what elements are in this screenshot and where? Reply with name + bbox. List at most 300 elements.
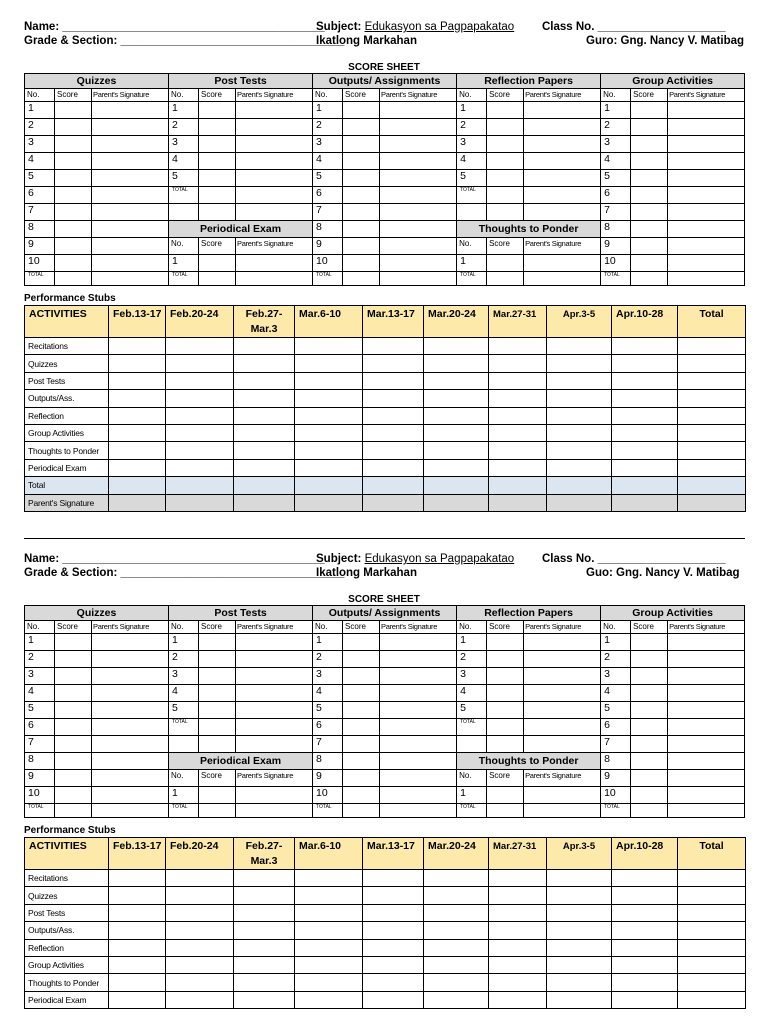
total-score-cell[interactable] (631, 272, 668, 286)
performance-score-cell[interactable] (489, 494, 547, 511)
performance-score-cell[interactable] (166, 904, 234, 921)
signature-cell[interactable] (524, 634, 601, 651)
performance-score-cell[interactable] (612, 922, 678, 939)
signature-cell[interactable] (92, 136, 169, 153)
signature-cell[interactable] (92, 719, 169, 736)
performance-score-cell[interactable] (166, 442, 234, 459)
score-cell[interactable] (55, 255, 92, 272)
performance-score-cell[interactable] (547, 494, 612, 511)
performance-score-cell[interactable] (612, 870, 678, 887)
signature-cell[interactable] (668, 255, 745, 272)
signature-cell[interactable] (380, 187, 457, 204)
performance-score-cell[interactable] (424, 355, 489, 372)
performance-score-cell[interactable] (678, 477, 746, 494)
signature-cell[interactable] (668, 787, 745, 804)
performance-score-cell[interactable] (295, 407, 363, 424)
performance-score-cell[interactable] (612, 355, 678, 372)
signature-cell[interactable] (236, 668, 313, 685)
performance-score-cell[interactable] (678, 887, 746, 904)
signature-cell[interactable] (92, 255, 169, 272)
performance-score-cell[interactable] (363, 390, 424, 407)
score-cell[interactable] (343, 787, 380, 804)
performance-score-cell[interactable] (547, 407, 612, 424)
signature-cell[interactable] (236, 272, 313, 286)
score-cell[interactable] (631, 736, 668, 753)
score-cell[interactable] (631, 770, 668, 787)
performance-score-cell[interactable] (489, 477, 547, 494)
score-cell[interactable] (487, 787, 524, 804)
performance-score-cell[interactable] (295, 494, 363, 511)
performance-score-cell[interactable] (234, 870, 295, 887)
score-cell[interactable] (487, 153, 524, 170)
performance-score-cell[interactable] (547, 991, 612, 1008)
score-cell[interactable] (487, 119, 524, 136)
performance-score-cell[interactable] (612, 459, 678, 476)
score-cell[interactable] (343, 204, 380, 221)
performance-score-cell[interactable] (489, 991, 547, 1008)
performance-score-cell[interactable] (363, 870, 424, 887)
signature-cell[interactable] (236, 787, 313, 804)
score-cell[interactable] (343, 136, 380, 153)
performance-score-cell[interactable] (109, 477, 166, 494)
score-cell[interactable] (55, 753, 92, 770)
score-cell[interactable] (631, 668, 668, 685)
performance-score-cell[interactable] (166, 338, 234, 355)
performance-score-cell[interactable] (678, 407, 746, 424)
score-cell[interactable] (631, 255, 668, 272)
performance-score-cell[interactable] (612, 338, 678, 355)
score-cell[interactable] (487, 702, 524, 719)
performance-score-cell[interactable] (489, 442, 547, 459)
performance-score-cell[interactable] (234, 991, 295, 1008)
signature-cell[interactable] (380, 272, 457, 286)
performance-score-cell[interactable] (424, 372, 489, 389)
signature-cell[interactable] (236, 102, 313, 119)
score-cell[interactable] (343, 238, 380, 255)
signature-cell[interactable] (380, 102, 457, 119)
total-score-cell[interactable] (487, 719, 524, 736)
signature-cell[interactable] (524, 136, 601, 153)
signature-cell[interactable] (92, 668, 169, 685)
score-cell[interactable] (631, 204, 668, 221)
performance-score-cell[interactable] (295, 870, 363, 887)
signature-cell[interactable] (524, 719, 601, 736)
score-cell[interactable] (55, 634, 92, 651)
score-cell[interactable] (343, 753, 380, 770)
signature-cell[interactable] (236, 255, 313, 272)
signature-cell[interactable] (92, 634, 169, 651)
score-cell[interactable] (55, 702, 92, 719)
score-cell[interactable] (55, 102, 92, 119)
score-cell[interactable] (55, 187, 92, 204)
signature-cell[interactable] (668, 634, 745, 651)
performance-score-cell[interactable] (489, 904, 547, 921)
performance-score-cell[interactable] (489, 459, 547, 476)
signature-cell[interactable] (92, 736, 169, 753)
total-score-cell[interactable] (55, 272, 92, 286)
performance-score-cell[interactable] (489, 956, 547, 973)
performance-score-cell[interactable] (166, 870, 234, 887)
performance-score-cell[interactable] (612, 974, 678, 991)
performance-score-cell[interactable] (678, 372, 746, 389)
signature-cell[interactable] (668, 204, 745, 221)
score-cell[interactable] (55, 238, 92, 255)
signature-cell[interactable] (524, 153, 601, 170)
signature-cell[interactable] (92, 804, 169, 818)
class-no-field[interactable] (542, 552, 726, 566)
performance-score-cell[interactable] (612, 442, 678, 459)
performance-score-cell[interactable] (424, 939, 489, 956)
signature-cell[interactable] (92, 702, 169, 719)
performance-score-cell[interactable] (109, 870, 166, 887)
signature-cell[interactable] (236, 719, 313, 736)
signature-cell[interactable] (380, 204, 457, 221)
signature-cell[interactable] (668, 736, 745, 753)
score-cell[interactable] (343, 702, 380, 719)
score-cell[interactable] (199, 136, 236, 153)
total-score-cell[interactable] (199, 719, 236, 736)
score-cell[interactable] (199, 651, 236, 668)
score-cell[interactable] (487, 668, 524, 685)
score-cell[interactable] (199, 170, 236, 187)
performance-score-cell[interactable] (295, 355, 363, 372)
name-field[interactable] (24, 20, 325, 34)
performance-score-cell[interactable] (166, 424, 234, 441)
performance-score-cell[interactable] (612, 407, 678, 424)
performance-score-cell[interactable] (234, 459, 295, 476)
score-cell[interactable] (199, 255, 236, 272)
performance-score-cell[interactable] (489, 870, 547, 887)
score-cell[interactable] (631, 634, 668, 651)
signature-cell[interactable] (380, 685, 457, 702)
score-cell[interactable] (343, 119, 380, 136)
performance-score-cell[interactable] (424, 904, 489, 921)
performance-score-cell[interactable] (363, 477, 424, 494)
performance-score-cell[interactable] (547, 424, 612, 441)
score-cell[interactable] (199, 685, 236, 702)
score-cell[interactable] (55, 719, 92, 736)
performance-score-cell[interactable] (234, 442, 295, 459)
performance-score-cell[interactable] (678, 974, 746, 991)
performance-score-cell[interactable] (295, 442, 363, 459)
performance-score-cell[interactable] (109, 991, 166, 1008)
signature-cell[interactable] (92, 102, 169, 119)
score-cell[interactable] (631, 221, 668, 238)
performance-score-cell[interactable] (424, 870, 489, 887)
performance-score-cell[interactable] (166, 922, 234, 939)
performance-score-cell[interactable] (166, 991, 234, 1008)
performance-score-cell[interactable] (109, 372, 166, 389)
performance-score-cell[interactable] (295, 477, 363, 494)
score-cell[interactable] (343, 170, 380, 187)
score-cell[interactable] (199, 668, 236, 685)
signature-cell[interactable] (92, 651, 169, 668)
performance-score-cell[interactable] (489, 338, 547, 355)
performance-score-cell[interactable] (547, 355, 612, 372)
performance-score-cell[interactable] (678, 494, 746, 511)
grade-section-field[interactable] (24, 566, 344, 580)
score-cell[interactable] (631, 702, 668, 719)
signature-cell[interactable] (380, 787, 457, 804)
performance-score-cell[interactable] (612, 887, 678, 904)
performance-score-cell[interactable] (295, 904, 363, 921)
performance-score-cell[interactable] (234, 424, 295, 441)
signature-cell[interactable] (236, 136, 313, 153)
score-cell[interactable] (631, 187, 668, 204)
performance-score-cell[interactable] (295, 338, 363, 355)
signature-cell[interactable] (92, 119, 169, 136)
performance-score-cell[interactable] (424, 459, 489, 476)
performance-score-cell[interactable] (489, 424, 547, 441)
performance-score-cell[interactable] (166, 494, 234, 511)
performance-score-cell[interactable] (678, 424, 746, 441)
signature-cell[interactable] (92, 153, 169, 170)
signature-cell[interactable] (524, 255, 601, 272)
score-cell[interactable] (631, 119, 668, 136)
signature-cell[interactable] (92, 221, 169, 238)
signature-cell[interactable] (236, 702, 313, 719)
signature-cell[interactable] (380, 668, 457, 685)
signature-cell[interactable] (380, 238, 457, 255)
score-cell[interactable] (487, 170, 524, 187)
score-cell[interactable] (55, 770, 92, 787)
performance-score-cell[interactable] (363, 974, 424, 991)
score-cell[interactable] (199, 102, 236, 119)
performance-score-cell[interactable] (424, 991, 489, 1008)
performance-score-cell[interactable] (295, 459, 363, 476)
score-cell[interactable] (55, 136, 92, 153)
signature-cell[interactable] (668, 102, 745, 119)
signature-cell[interactable] (92, 170, 169, 187)
signature-cell[interactable] (668, 272, 745, 286)
signature-cell[interactable] (236, 187, 313, 204)
performance-score-cell[interactable] (424, 922, 489, 939)
signature-cell[interactable] (380, 651, 457, 668)
score-cell[interactable] (199, 702, 236, 719)
signature-cell[interactable] (524, 668, 601, 685)
score-cell[interactable] (631, 102, 668, 119)
performance-score-cell[interactable] (363, 494, 424, 511)
score-cell[interactable] (343, 770, 380, 787)
signature-cell[interactable] (380, 736, 457, 753)
performance-score-cell[interactable] (166, 477, 234, 494)
performance-score-cell[interactable] (295, 424, 363, 441)
performance-score-cell[interactable] (424, 424, 489, 441)
performance-score-cell[interactable] (547, 904, 612, 921)
score-cell[interactable] (55, 204, 92, 221)
score-cell[interactable] (487, 685, 524, 702)
signature-cell[interactable] (524, 685, 601, 702)
performance-score-cell[interactable] (109, 338, 166, 355)
performance-score-cell[interactable] (234, 390, 295, 407)
performance-score-cell[interactable] (424, 390, 489, 407)
performance-score-cell[interactable] (547, 390, 612, 407)
performance-score-cell[interactable] (109, 407, 166, 424)
performance-score-cell[interactable] (109, 459, 166, 476)
score-cell[interactable] (487, 136, 524, 153)
performance-score-cell[interactable] (612, 991, 678, 1008)
total-score-cell[interactable] (199, 187, 236, 204)
signature-cell[interactable] (668, 170, 745, 187)
signature-cell[interactable] (668, 238, 745, 255)
performance-score-cell[interactable] (363, 424, 424, 441)
performance-score-cell[interactable] (109, 904, 166, 921)
signature-cell[interactable] (668, 153, 745, 170)
performance-score-cell[interactable] (109, 922, 166, 939)
performance-score-cell[interactable] (424, 338, 489, 355)
performance-score-cell[interactable] (295, 956, 363, 973)
performance-score-cell[interactable] (424, 494, 489, 511)
signature-cell[interactable] (380, 702, 457, 719)
performance-score-cell[interactable] (166, 407, 234, 424)
signature-cell[interactable] (668, 651, 745, 668)
score-cell[interactable] (55, 221, 92, 238)
performance-score-cell[interactable] (612, 904, 678, 921)
performance-score-cell[interactable] (234, 372, 295, 389)
signature-cell[interactable] (668, 702, 745, 719)
score-cell[interactable] (55, 736, 92, 753)
score-cell[interactable] (631, 753, 668, 770)
performance-score-cell[interactable] (678, 870, 746, 887)
total-score-cell[interactable] (343, 804, 380, 818)
performance-score-cell[interactable] (363, 338, 424, 355)
performance-score-cell[interactable] (547, 974, 612, 991)
performance-score-cell[interactable] (166, 974, 234, 991)
performance-score-cell[interactable] (547, 372, 612, 389)
score-cell[interactable] (343, 187, 380, 204)
total-score-cell[interactable] (199, 804, 236, 818)
score-cell[interactable] (631, 170, 668, 187)
performance-score-cell[interactable] (547, 939, 612, 956)
signature-cell[interactable] (236, 651, 313, 668)
performance-score-cell[interactable] (424, 407, 489, 424)
performance-score-cell[interactable] (109, 939, 166, 956)
performance-score-cell[interactable] (166, 355, 234, 372)
signature-cell[interactable] (92, 753, 169, 770)
performance-score-cell[interactable] (678, 459, 746, 476)
score-cell[interactable] (55, 685, 92, 702)
signature-cell[interactable] (380, 153, 457, 170)
performance-score-cell[interactable] (489, 922, 547, 939)
performance-score-cell[interactable] (424, 477, 489, 494)
grade-section-field[interactable] (24, 34, 344, 48)
performance-score-cell[interactable] (678, 390, 746, 407)
performance-score-cell[interactable] (166, 459, 234, 476)
score-cell[interactable] (631, 685, 668, 702)
performance-score-cell[interactable] (295, 922, 363, 939)
performance-score-cell[interactable] (234, 904, 295, 921)
signature-cell[interactable] (524, 804, 601, 818)
performance-score-cell[interactable] (109, 442, 166, 459)
performance-score-cell[interactable] (547, 477, 612, 494)
performance-score-cell[interactable] (363, 939, 424, 956)
signature-cell[interactable] (524, 272, 601, 286)
score-cell[interactable] (631, 153, 668, 170)
performance-score-cell[interactable] (166, 939, 234, 956)
score-cell[interactable] (199, 153, 236, 170)
performance-score-cell[interactable] (109, 887, 166, 904)
score-cell[interactable] (55, 119, 92, 136)
performance-score-cell[interactable] (109, 974, 166, 991)
performance-score-cell[interactable] (234, 355, 295, 372)
score-cell[interactable] (343, 719, 380, 736)
performance-score-cell[interactable] (678, 442, 746, 459)
performance-score-cell[interactable] (612, 956, 678, 973)
performance-score-cell[interactable] (424, 974, 489, 991)
signature-cell[interactable] (380, 119, 457, 136)
signature-cell[interactable] (236, 634, 313, 651)
performance-score-cell[interactable] (295, 974, 363, 991)
performance-score-cell[interactable] (489, 372, 547, 389)
signature-cell[interactable] (380, 221, 457, 238)
performance-score-cell[interactable] (547, 956, 612, 973)
performance-score-cell[interactable] (489, 887, 547, 904)
performance-score-cell[interactable] (547, 922, 612, 939)
score-cell[interactable] (343, 651, 380, 668)
score-cell[interactable] (343, 736, 380, 753)
performance-score-cell[interactable] (612, 390, 678, 407)
performance-score-cell[interactable] (363, 887, 424, 904)
performance-score-cell[interactable] (612, 424, 678, 441)
signature-cell[interactable] (668, 187, 745, 204)
performance-score-cell[interactable] (234, 956, 295, 973)
performance-score-cell[interactable] (166, 956, 234, 973)
signature-cell[interactable] (524, 787, 601, 804)
performance-score-cell[interactable] (109, 494, 166, 511)
performance-score-cell[interactable] (363, 956, 424, 973)
signature-cell[interactable] (236, 685, 313, 702)
score-cell[interactable] (199, 787, 236, 804)
performance-score-cell[interactable] (489, 939, 547, 956)
performance-score-cell[interactable] (678, 922, 746, 939)
performance-score-cell[interactable] (489, 407, 547, 424)
performance-score-cell[interactable] (234, 407, 295, 424)
signature-cell[interactable] (380, 804, 457, 818)
performance-score-cell[interactable] (678, 939, 746, 956)
signature-cell[interactable] (380, 170, 457, 187)
performance-score-cell[interactable] (295, 991, 363, 1008)
performance-score-cell[interactable] (612, 372, 678, 389)
performance-score-cell[interactable] (295, 390, 363, 407)
performance-score-cell[interactable] (363, 922, 424, 939)
performance-score-cell[interactable] (234, 974, 295, 991)
performance-score-cell[interactable] (295, 372, 363, 389)
performance-score-cell[interactable] (489, 390, 547, 407)
signature-cell[interactable] (380, 770, 457, 787)
performance-score-cell[interactable] (363, 904, 424, 921)
signature-cell[interactable] (92, 787, 169, 804)
signature-cell[interactable] (380, 634, 457, 651)
performance-score-cell[interactable] (166, 887, 234, 904)
score-cell[interactable] (55, 153, 92, 170)
score-cell[interactable] (631, 238, 668, 255)
total-score-cell[interactable] (199, 272, 236, 286)
signature-cell[interactable] (380, 719, 457, 736)
performance-score-cell[interactable] (424, 442, 489, 459)
performance-score-cell[interactable] (547, 338, 612, 355)
signature-cell[interactable] (236, 804, 313, 818)
score-cell[interactable] (487, 102, 524, 119)
score-cell[interactable] (55, 668, 92, 685)
performance-score-cell[interactable] (612, 477, 678, 494)
signature-cell[interactable] (236, 119, 313, 136)
performance-score-cell[interactable] (234, 338, 295, 355)
total-score-cell[interactable] (343, 272, 380, 286)
performance-score-cell[interactable] (363, 355, 424, 372)
signature-cell[interactable] (668, 770, 745, 787)
performance-score-cell[interactable] (166, 372, 234, 389)
score-cell[interactable] (487, 255, 524, 272)
